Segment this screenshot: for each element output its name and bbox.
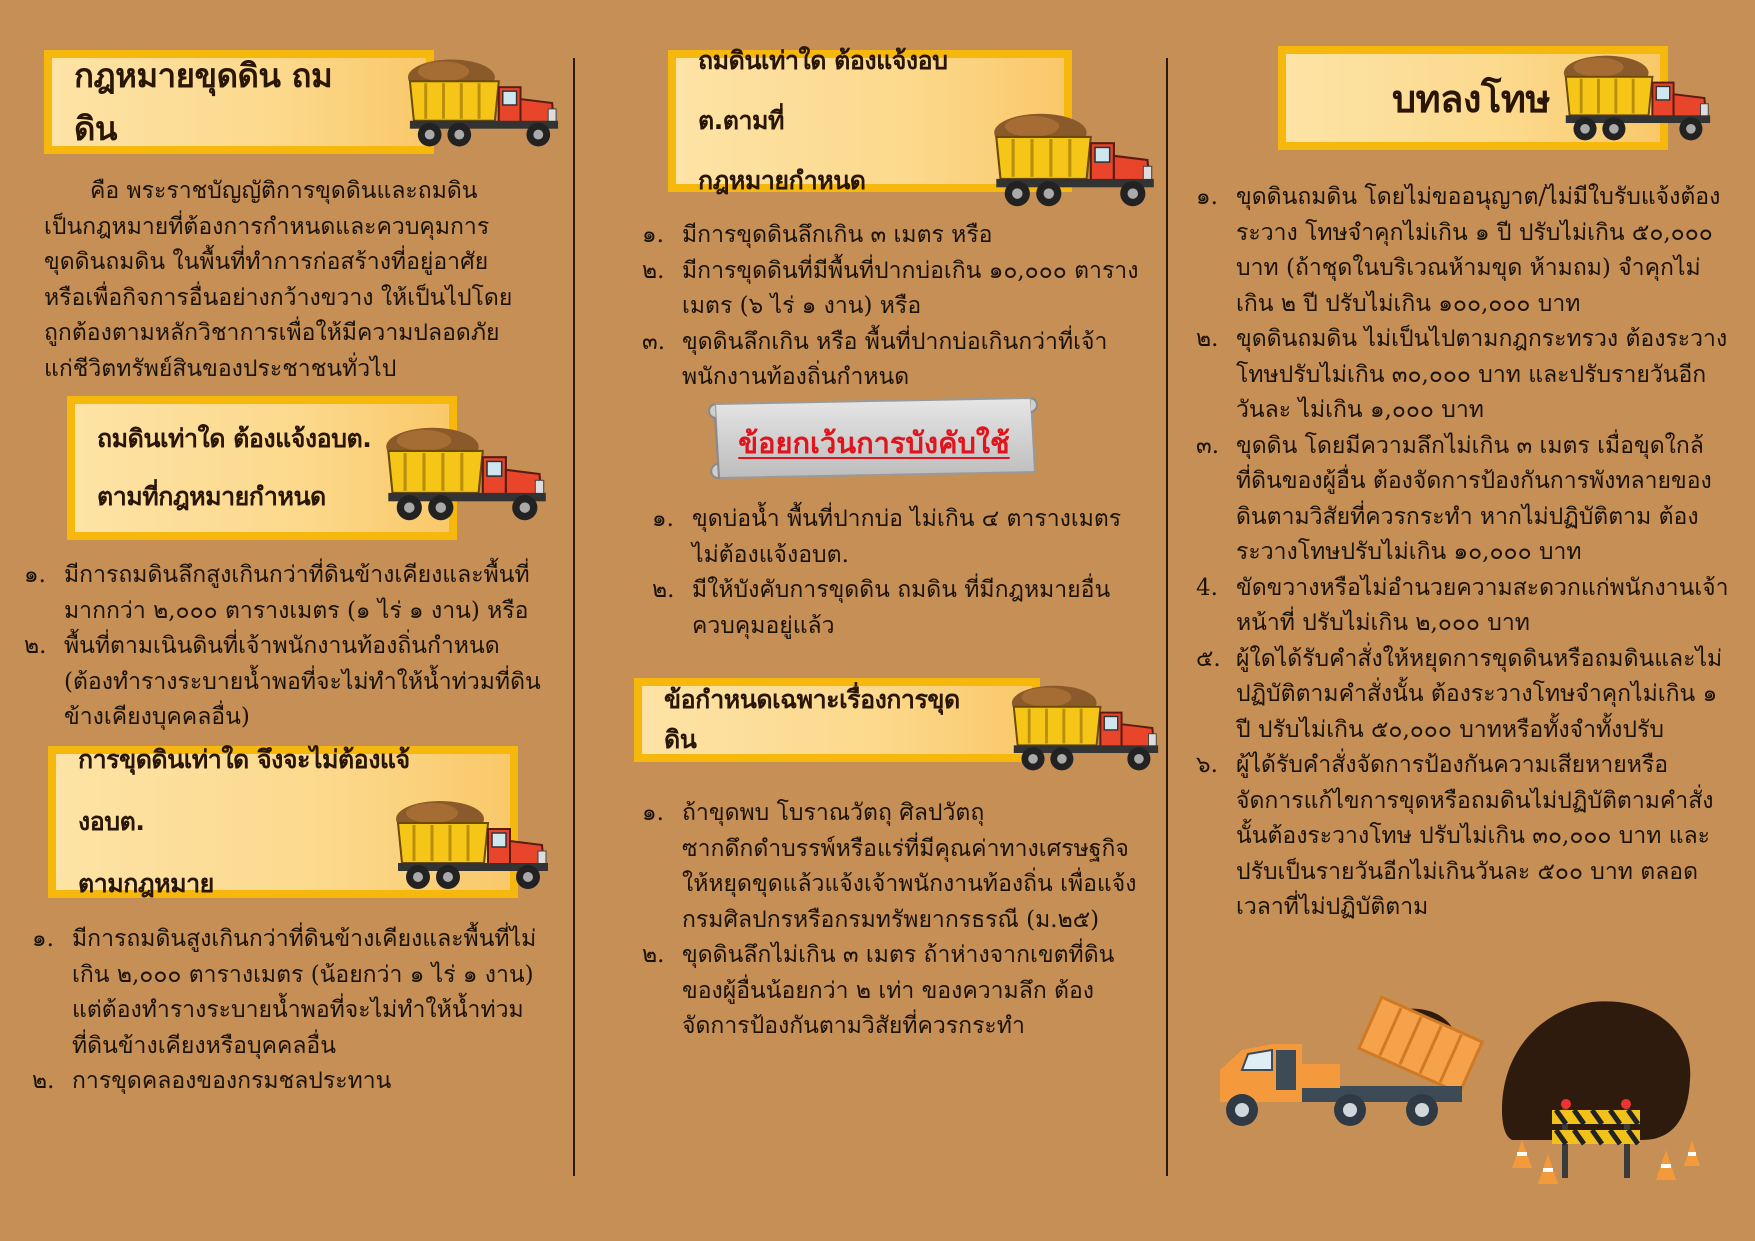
list-item — [24, 629, 544, 736]
col2-title-2: กฎหมายกำหนด — [698, 166, 866, 195]
list-text: มีให้บังคับการขุดดิน ถมดิน ที่มีกฎหมายอื่นควบคุมอยู่แล้ว — [692, 577, 1111, 639]
col2-specific-list — [642, 796, 1142, 1045]
list-text: ขัดขวางหรือไม่อำนวยความสะดวกแก่พนักงานเจ้าหน้าที่ ปรับไม่เกิน ๒,๐๐๐ บาท — [1236, 574, 1729, 636]
col2-title-1: ถมดินเท่าใด ต้องแจ้งอบต.ตามที่ — [698, 46, 948, 135]
list-number: ๑. — [642, 800, 664, 826]
col1-nodig-title-1: การขุดดินเท่าใด จึงจะไม่ต้องแจ้งอบต. — [78, 745, 410, 836]
list-item — [24, 558, 544, 629]
list-item — [1196, 322, 1730, 429]
column-divider-left — [573, 58, 575, 1176]
list-item — [1196, 180, 1730, 322]
list-item — [652, 502, 1152, 573]
list-number: ๓. — [642, 328, 666, 355]
column-divider-right — [1166, 58, 1168, 1176]
list-text: ขุดดินถมดิน โดยไม่ขออนุญาต/ไม่มีใบรับแจ้งต้องระวาง โทษจำคุกไม่เกิน ๑ ปี ปรับไม่เกิน ๕๐,๐๐๐ บาท (ถ้าชุดในบริเวณห้ามขุด ห้ามถม) จำคุกไม่เกิน ๒ ปี ปรับไม่เกิน ๑๐๐,๐๐๐ บาท — [1236, 184, 1721, 317]
col1-fill-title-1: ถมดินเท่าใด ต้องแจ้งอบต. — [97, 424, 372, 453]
list-number: ๖. — [1196, 752, 1218, 778]
dump-truck-icon — [1560, 46, 1714, 150]
list-item — [1196, 642, 1730, 749]
dump-truck-icon — [382, 418, 550, 530]
col2-exception-list — [652, 502, 1152, 644]
list-item — [32, 922, 544, 1064]
col2-items-list — [642, 218, 1142, 396]
dump-truck-icon — [404, 50, 562, 156]
list-item — [1196, 748, 1730, 926]
list-number: ๒. — [24, 633, 47, 659]
list-item — [642, 254, 1142, 325]
list-item — [642, 218, 1142, 254]
list-text: ขุดดินลึกไม่เกิน ๓ เมตร ถ้าห่างจากเขตที่ดินของผู้อื่นน้อยกว่า ๒ เท่า ของความลึก ต้องจัดการป้องกันตามวิสัยที่ควรกระทำ — [682, 942, 1115, 1039]
list-number: ๑. — [32, 926, 54, 952]
list-number: ๒. — [642, 257, 665, 284]
col1-title-banner — [44, 50, 434, 154]
list-number: ๕. — [1196, 645, 1221, 672]
list-number: ๒. — [642, 942, 665, 968]
list-item — [652, 573, 1152, 644]
list-text: มีการถมดินสูงเกินกว่าที่ดินข้างเคียงและพื้นที่ไม่เกิน ๒,๐๐๐ ตารางเมตร (น้อยกว่า ๑ ไร่ ๑ งาน) แต่ต้องทำรางระบายน้ำพอที่จะไม่ทำให้น้ำท่วมที่ดินข้างเคียงหรือบุคคลอื่น — [72, 926, 537, 1059]
list-text: มีการขุดดินลึกเกิน ๓ เมตร หรือ — [682, 222, 993, 248]
list-number: ๒. — [1196, 326, 1219, 352]
list-item — [32, 1064, 544, 1100]
list-item — [642, 325, 1142, 396]
col2-specific-banner — [634, 678, 1040, 762]
exception-scroll-banner — [705, 396, 1043, 482]
list-text: ขุดดินลึกเกิน หรือ พื้นที่ปากบ่อเกินกว่าที่เจ้าพนักงานท้องถิ่นกำหนด — [682, 328, 1108, 390]
dump-truck-icon — [990, 104, 1158, 216]
col1-fill-title-2: ตามที่กฎหมายกำหนด — [97, 482, 326, 511]
col1-fill-list — [24, 558, 544, 736]
col1-title: กฎหมายขุดดิน ถมดิน — [74, 56, 333, 148]
list-text: มีการถมดินลึกสูงเกินกว่าที่ดินข้างเคียงและพื้นที่มากกว่า ๒,๐๐๐ ตารางเมตร (๑ ไร่ ๑ งาน) หรือ — [64, 562, 530, 624]
list-text: ขุดบ่อน้ำ พื้นที่ปากบ่อ ไม่เกิน ๔ ตารางเมตร ไม่ต้องแจ้งอบต. — [692, 506, 1122, 568]
list-item — [1196, 571, 1730, 642]
list-text: ผู้ใดได้รับคำสั่งให้หยุดการขุดดินหรือถมดินและไม่ปฏิบัติตามคำสั่งนั้น ต้องระวางโทษจำคุกไม่เกิน ๑ ปี ปรับไม่เกิน ๕๐,๐๐๐ บาทหรือทั้งจำทั้งปรับ — [1236, 645, 1723, 743]
list-text: ถ้าขุดพบ โบราณวัตถุ ศิลปวัตถุ ซากดึกดำบรรพ์หรือแร่ที่มีคุณค่าทางเศรษฐกิจ ให้หยุดขุดแล้วแจ้งเจ้าพนักงานท้องถิ่น เพื่อแจ้งกรมศิลปกรหรือกรมทรัพยากรธรณี (ม.๒๕) — [682, 800, 1137, 933]
list-text: ขุดดิน โดยมีความลึกไม่เกิน ๓ เมตร เมื่อขุดใกล้ที่ดินของผู้อื่น ต้องจัดการป้องกันการพังทลายของดินตามวิสัยที่ควรกระทำ หากไม่ปฏิบัติตาม ต้องระวางโทษปรับไม่เกิน ๑๐,๐๐๐ บาท — [1236, 432, 1712, 565]
col1-intro: คือ พระราชบัญญัติการขุดดินและถมดินเป็นกฎหมายที่ต้องการกำหนดและควบคุมการขุดดินถมดิน ในพื้นที่ทำการก่อสร้างที่อยู่อาศัยหรือเพื่อกิจการอื่นอย่างกว้างขวาง ให้เป็นไปโดยถูกต้องตามหลักวิชาการเพื่อให้มีความปลอดภัยแก่ชีวิตทรัพย์สินของประชาชนทั่วไป — [44, 178, 513, 382]
col2-specific-title: ข้อกำหนดเฉพาะเรื่องการขุดดิน — [664, 685, 960, 754]
col1-nodig-list — [32, 922, 544, 1100]
list-number: 4. — [1196, 574, 1218, 601]
list-number: ๑. — [642, 222, 664, 248]
list-text: ขุดดินถมดิน ไม่เป็นไปตามกฎกระทรวง ต้องระวางโทษปรับไม่เกิน ๓๐,๐๐๐ บาท และปรับรายวันอีกวันละ ไม่เกิน ๑,๐๐๐ บาท — [1236, 326, 1728, 423]
col3-penalty-list — [1196, 180, 1730, 926]
list-number: ๑. — [1196, 184, 1218, 210]
col3-title: บทลงโทษ — [1391, 76, 1550, 121]
list-item — [642, 938, 1142, 1045]
dump-truck-icon — [1008, 676, 1162, 780]
list-number: ๑. — [652, 506, 674, 532]
list-number: ๓. — [1196, 432, 1220, 459]
list-item — [642, 796, 1142, 938]
col1-nodig-title-2: ตามกฎหมาย — [78, 869, 214, 898]
list-text: มีการขุดดินที่มีพื้นที่ปากบ่อเกิน ๑๐,๐๐๐ ตารางเมตร (๖ ไร่ ๑ งาน) หรือ — [682, 257, 1139, 319]
list-number: ๑. — [24, 562, 46, 588]
list-text: การขุดคลองของกรมชลประทาน — [72, 1068, 392, 1094]
list-number: ๒. — [652, 577, 675, 603]
list-text: ผู้ได้รับคำสั่งจัดการป้องกันความเสียหายหรือจัดการแก้ไขการขุดหรือถมดินไม่ปฏิบัติตามคำสั่งนั้นต้องระวางโทษ ปรับไม่เกิน ๓๐,๐๐๐ บาท และปรับเป็นรายวันอีกไม่เกินวันละ ๕๐๐ บาท ตลอดเวลาที่ไม่ปฏิบัติตาม — [1236, 752, 1714, 920]
exception-label: ข้อยกเว้นการบังคับใช้ — [738, 426, 1010, 460]
list-number: ๒. — [32, 1068, 55, 1094]
dump-truck-icon — [392, 790, 552, 900]
dump-truck-unloading-illustration — [1212, 990, 1712, 1200]
list-item — [1196, 429, 1730, 571]
list-text: พื้นที่ตามเนินดินที่เจ้าพนักงานท้องถิ่นกำหนด (ต้องทำรางระบายน้ำพอที่จะไม่ทำให้น้ำท่วมที่ดินข้างเคียงบุคคลอื่น) — [64, 633, 541, 730]
